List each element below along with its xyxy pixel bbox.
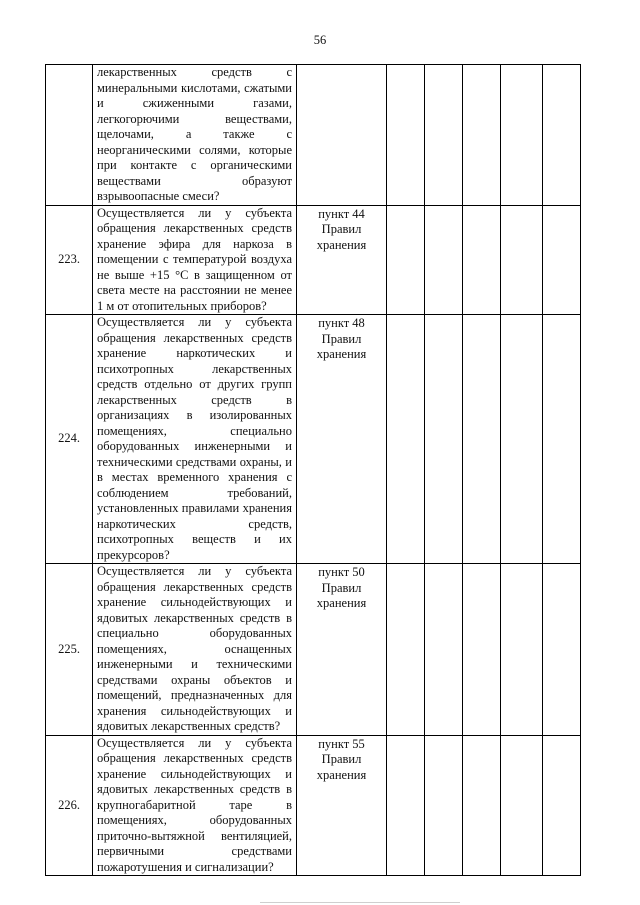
question-text: Осуществляется ли у субъекта обращения лекарственных средств хранение наркотических и психотропных лекарственных средств отдельно от других групп лекарственных средств в организациях в изолированных помещениях, специально оборудованных инженерными и техническими средствами охраны, и в местах временного хранения с соблюдением требований, установленных правилами хранения наркотических средств, психотропных веществ и их прекурсоров? [93,315,297,564]
page-number: 56 [313,33,327,47]
table-row [46,315,581,564]
answer-extra-cell[interactable] [501,564,543,736]
answer-na-cell[interactable] [463,564,501,736]
answer-yes-cell[interactable] [387,735,425,876]
reference-cell [297,205,387,315]
question-text: Осуществляется ли у субъекта обращения лекарственных средств хранение эфира для наркоза в помещении с температурой воздуха не выше +15 °С в защищенном от света месте на расстоянии не менее 1 м от отопительных приборов? [93,205,297,315]
note-cell[interactable] [543,564,581,736]
answer-no-cell[interactable] [425,65,463,206]
answer-extra-cell[interactable] [501,735,543,876]
answer-no-cell[interactable] [425,315,463,564]
question-text: лекарственных средств с минеральными кислотами, сжатыми и сжиженными газами, легкогорючими веществами, щелочами, а также с неорганическими солями, которые при контакте с органическими веществами образуют взрывоопасные смеси? [93,65,297,206]
reference-cell [297,65,387,206]
note-cell[interactable] [543,205,581,315]
reference-clause: пункт 48 [318,316,365,330]
reference-cell [297,564,387,736]
answer-na-cell[interactable] [463,315,501,564]
table-row [46,735,581,876]
answer-extra-cell[interactable] [501,205,543,315]
reference-document-type: хранения [316,596,367,610]
answer-extra-cell[interactable] [501,315,543,564]
reference-cell [297,315,387,564]
reference-document-type: хранения [316,347,367,361]
answer-yes-cell[interactable] [387,315,425,564]
table-row [46,65,581,206]
answer-na-cell[interactable] [463,735,501,876]
note-cell[interactable] [543,735,581,876]
row-number: 225. [46,564,93,736]
question-text: Осуществляется ли у субъекта обращения лекарственных средств хранение сильнодействующих и ядовитых лекарственных средств в крупногабаритной таре в помещениях, оборудованных приточно-вытяжной вентиляцией, первичными средствами пожаротушения и сигнализации? [93,735,297,876]
reference-document-type: хранения [316,767,367,782]
answer-yes-cell[interactable] [387,65,425,206]
reference-clause: пункт 50 [318,565,365,579]
checklist-table [45,64,581,876]
reference-clause: пункт 44 [318,206,365,221]
answer-no-cell[interactable] [425,735,463,876]
row-number: 224. [46,315,93,564]
answer-extra-cell[interactable] [501,65,543,206]
question-text: Осуществляется ли у субъекта обращения лекарственных средств хранение сильнодействующих и ядовитых лекарственных средств в специально оборудованных помещениях, оснащенных инженерными и техническими средствами охраны объектов и помещений, предназначенных для хранения сильнодействующих и ядовитых лекарственных средств? [93,564,297,736]
row-number [46,65,93,206]
answer-yes-cell[interactable] [387,205,425,315]
note-cell[interactable] [543,65,581,206]
scan-edge-line [260,902,460,903]
reference-document: Правил [321,331,362,346]
answer-yes-cell[interactable] [387,564,425,736]
answer-na-cell[interactable] [463,65,501,206]
reference-document: Правил [321,752,362,766]
note-cell[interactable] [543,315,581,564]
answer-no-cell[interactable] [425,205,463,315]
table-row [46,205,581,315]
reference-document-type: хранения [316,237,367,252]
answer-no-cell[interactable] [425,564,463,736]
reference-cell [297,735,387,876]
answer-na-cell[interactable] [463,205,501,315]
reference-document: Правил [321,222,362,236]
row-number: 223. [46,205,93,315]
table-row [46,564,581,736]
row-number: 226. [46,735,93,876]
reference-document: Правил [321,580,362,595]
reference-clause: пункт 55 [318,736,365,751]
